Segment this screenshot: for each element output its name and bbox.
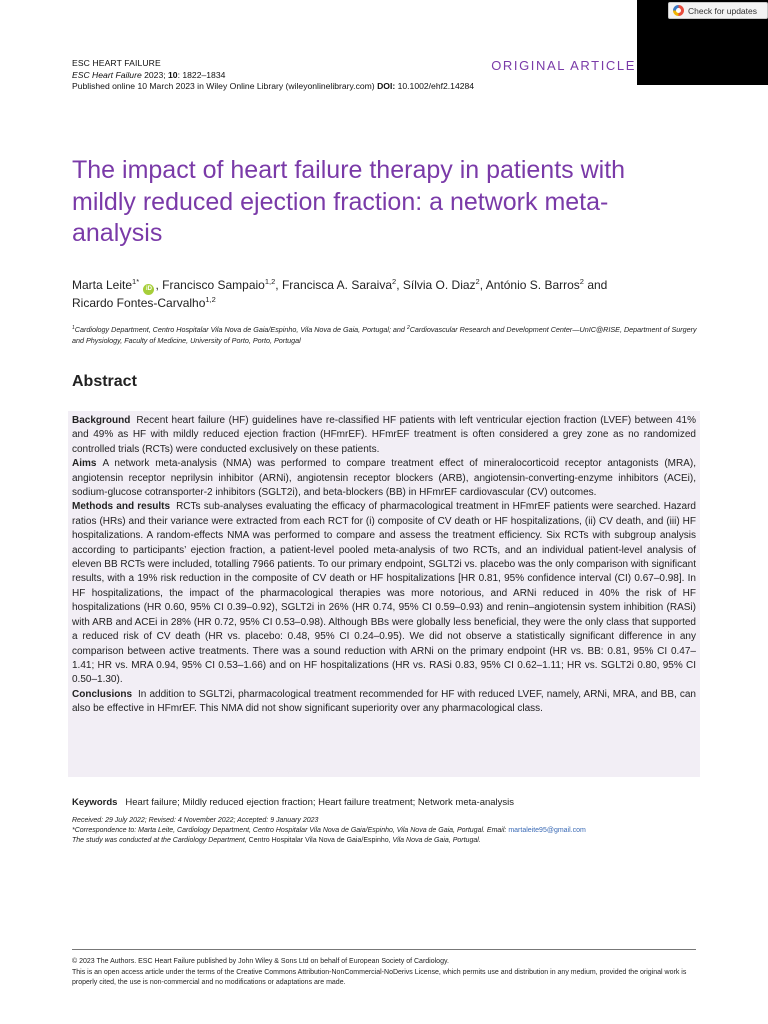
publication-line [72, 81, 474, 93]
section-label: Background [72, 415, 131, 426]
check-for-updates-button[interactable] [668, 2, 768, 19]
citation-pages: : 1822–1834 [177, 69, 226, 80]
author-list: Marta Leite$^{1*}$ iD , Francisco Sampaio$^{1,2}$, Francisca A. Saraiva$^2$, Sílvia O. Diaz$^2$, António S. Barros$^2$ and Ricardo Fontes-Carvalho$^{1,2}$ [72, 277, 608, 310]
abstract-box [68, 411, 700, 777]
doi-link[interactable]: 10.1002/ehf2.14284 [397, 81, 475, 91]
study-prefix: The study was conducted at the Cardiology Department, [72, 837, 247, 844]
email-link[interactable]: martaleite95@gmail.com [508, 827, 586, 834]
article-type: ORIGINAL ARTICLE [491, 58, 636, 73]
orcid-icon[interactable]: iD [143, 284, 154, 295]
affiliation-text: Cardiovascular Research and Development Center—UnIC@RISE, Department of Surgery and Physiology, Faculty of Medicine, University of Porto, Porto, Portugal [72, 325, 697, 345]
abstract-section [72, 457, 696, 500]
author-name: Ricardo Fontes-Carvalho [72, 296, 206, 310]
author-name: António S. Barros [485, 278, 580, 292]
keywords-text: Heart failure; Mildly reduced ejection fraction; Heart failure treatment; Network meta-analysis [125, 797, 515, 808]
citation [72, 70, 474, 82]
abstract-section [72, 688, 696, 717]
correspondence [72, 826, 712, 836]
citation-volume: 10 [168, 69, 178, 80]
keywords [72, 797, 514, 808]
journal-header [72, 58, 474, 93]
copyright: © 2023 The Authors. ESC Heart Failure published by John Wiley & Sons Ltd on behalf of European Society of Cardiology. [72, 958, 449, 965]
section-label: Aims [72, 458, 97, 470]
affiliation-text: Cardiology Department, Centro Hospitalar Vila Nova de Gaia/Espinho, Vila Nova de Gaia, Portugal; and [74, 325, 405, 334]
article-history [72, 816, 712, 846]
section-text: A network meta-analysis (NMA) was performed to compare treatment effect of mineralocorticoid receptor antagonists (MRA), angiotensin receptor neprilysin inhibitor (ARNi), angiotensin receptor blockers (ARB), angiotensin-converting-enzyme inhibitors (ACEi), sodium-glucose cotransporter-2 inhibitors (SGLT2i), and beta-blockers (BB) in HFmrEF cardiovascular (CV) outcomes. [72, 458, 696, 499]
abstract-heading: Abstract [72, 373, 137, 390]
section-text: Recent heart failure (HF) guidelines have re-classified HF patients with left ventricular ejection fraction (LVEF) between 41% and 49% as HF with mildly reduced ejection fraction (HFmrEF). HFmrEF treatment is often considered a grey zone as no randomized controlled trials (RCTs) were conducted exclusively on these patients. [72, 415, 696, 455]
section-text: In addition to SGLT2i, pharmacological treatment recommended for HF with reduced LVEF, namely, ARNi, MRA, and BB, can also be effective in HFmrEF. This NMA did not show significant superiority over any pharmacological class. [72, 688, 696, 715]
section-text: RCTs sub-analyses evaluating the efficacy of pharmacological treatment in HFmrEF patients were searched. Hazard ratios (HRs) and their variance were extracted from each RCT for (i) composite of CV death or HF hospitalizations, (ii) CV death, and (iii) HF hospitalizations. A random-effects NMA was performed to compare and assess the treatment efficiency. Six RCTs with subgroup analysis according to participants’ ejection fraction, a patient-level pooled meta-analysis of two RCTs, and an individual patient-level analysis of eleven BB RCTs were included, totalling 7966 patients. To our primary endpoint, SGLT2i vs. placebo was the only comparison with significant results, with a 19% risk reduction in the composite of CV death or HF hospitalizations [HR 0.81, 95% confidence interval (CI) 0.67–0.98]. In HF hospitalizations, the impact of the pharmacological therapies was more notorious, and ARNi reduced in 40% the risk of HF hospitalizations (HR 0.60, 95% CI 0.39–0.92), SGLT2i in 26% (HR 0.74, 95% CI 0.59–0.93) and renin–angiotensin system inhibition (RASi) with ARB and ACEi in 28% (HR 0.72, 95% CI 0.53–0.98). Although BBs were globally less beneficial, they were the only class that supported a reduced risk of CV death (HR vs. placebo: 0.48, 95% CI 0.24–0.95). We did not observe a statistically significant difference in any comparison between active treatments. There was a sound reduction with ARNi on the primary endpoint (HR vs. BB: 0.81, 95% CI 0.47–1.41; HR vs. MRA 0.94, 95% CI 0.53–1.66) and on HF hospitalizations (HR vs. RASi 0.83, 95% CI 0.62–1.11; HR vs. SGLT2i 0.80, 95% CI 0.50–1.30). [72, 501, 696, 686]
citation-journal: ESC Heart Failure [72, 69, 142, 80]
doi-label: DOI: [377, 81, 396, 91]
author-name: Francisco Sampaio [162, 278, 265, 292]
author-affiliation: 2 [475, 277, 480, 286]
study-suffix: Vila Nova de Gaia, Portugal. [392, 837, 481, 844]
author-name: Francisca A. Saraiva [281, 278, 393, 292]
section-label: Conclusions [72, 688, 133, 700]
correspondence-text: *Correspondence to: Marta Leite, Cardiology Department, Centro Hospitalar Vila Nova de Gaia/Espinho, Vila Nova de Gaia, Portugal. Email: [72, 827, 507, 834]
author-affiliation: 1,2 [264, 277, 276, 286]
abstract-section [72, 500, 696, 687]
license-text: This is an open access article under the terms of the Creative Commons Attribution-NonCommercial-NoDerivs License, which permits use and distribution in any medium, provided the original work is properly cited, the use is non-commercial and no modifications or adaptations are made. [72, 968, 687, 986]
dates-text: Received: 29 July 2022; Revised: 4 November 2022; Accepted: 9 January 2023 [72, 817, 319, 824]
affiliation-number: 1 [72, 325, 75, 331]
section-label: Methods and results [72, 501, 171, 513]
author-connector: and [587, 278, 608, 292]
published-online: Published online 10 March 2023 in Wiley Online Library (wileyonlinelibrary.com) [72, 81, 375, 91]
check-for-updates-label: Check for updates [688, 5, 757, 16]
history-dates [72, 816, 712, 826]
author-name: Sílvia O. Diaz [402, 278, 476, 292]
article-title: The impact of heart failure therapy in patients with mildly reduced ejection fraction: a network meta-analysis [72, 156, 626, 247]
footer-divider [72, 949, 696, 950]
author-affiliation: 2 [579, 277, 584, 286]
author-affiliation: 2 [392, 277, 397, 286]
journal-name: ESC HEART FAILURE [72, 58, 161, 68]
keywords-label: Keywords [72, 797, 118, 808]
citation-year: 2023; [144, 69, 166, 80]
author-affiliation: 1,2 [205, 295, 216, 304]
author-name: Marta Leite [72, 278, 133, 292]
author-affiliation: 1* [132, 277, 140, 286]
study-location [72, 836, 712, 846]
crossmark-icon [673, 5, 684, 16]
abstract-section [72, 414, 696, 457]
study-place: Centro Hospitalar Vila Nova de Gaia/Espinho, [248, 837, 391, 844]
affiliation-number: 2 [406, 325, 410, 331]
affiliations [72, 325, 697, 346]
footer [72, 957, 712, 989]
